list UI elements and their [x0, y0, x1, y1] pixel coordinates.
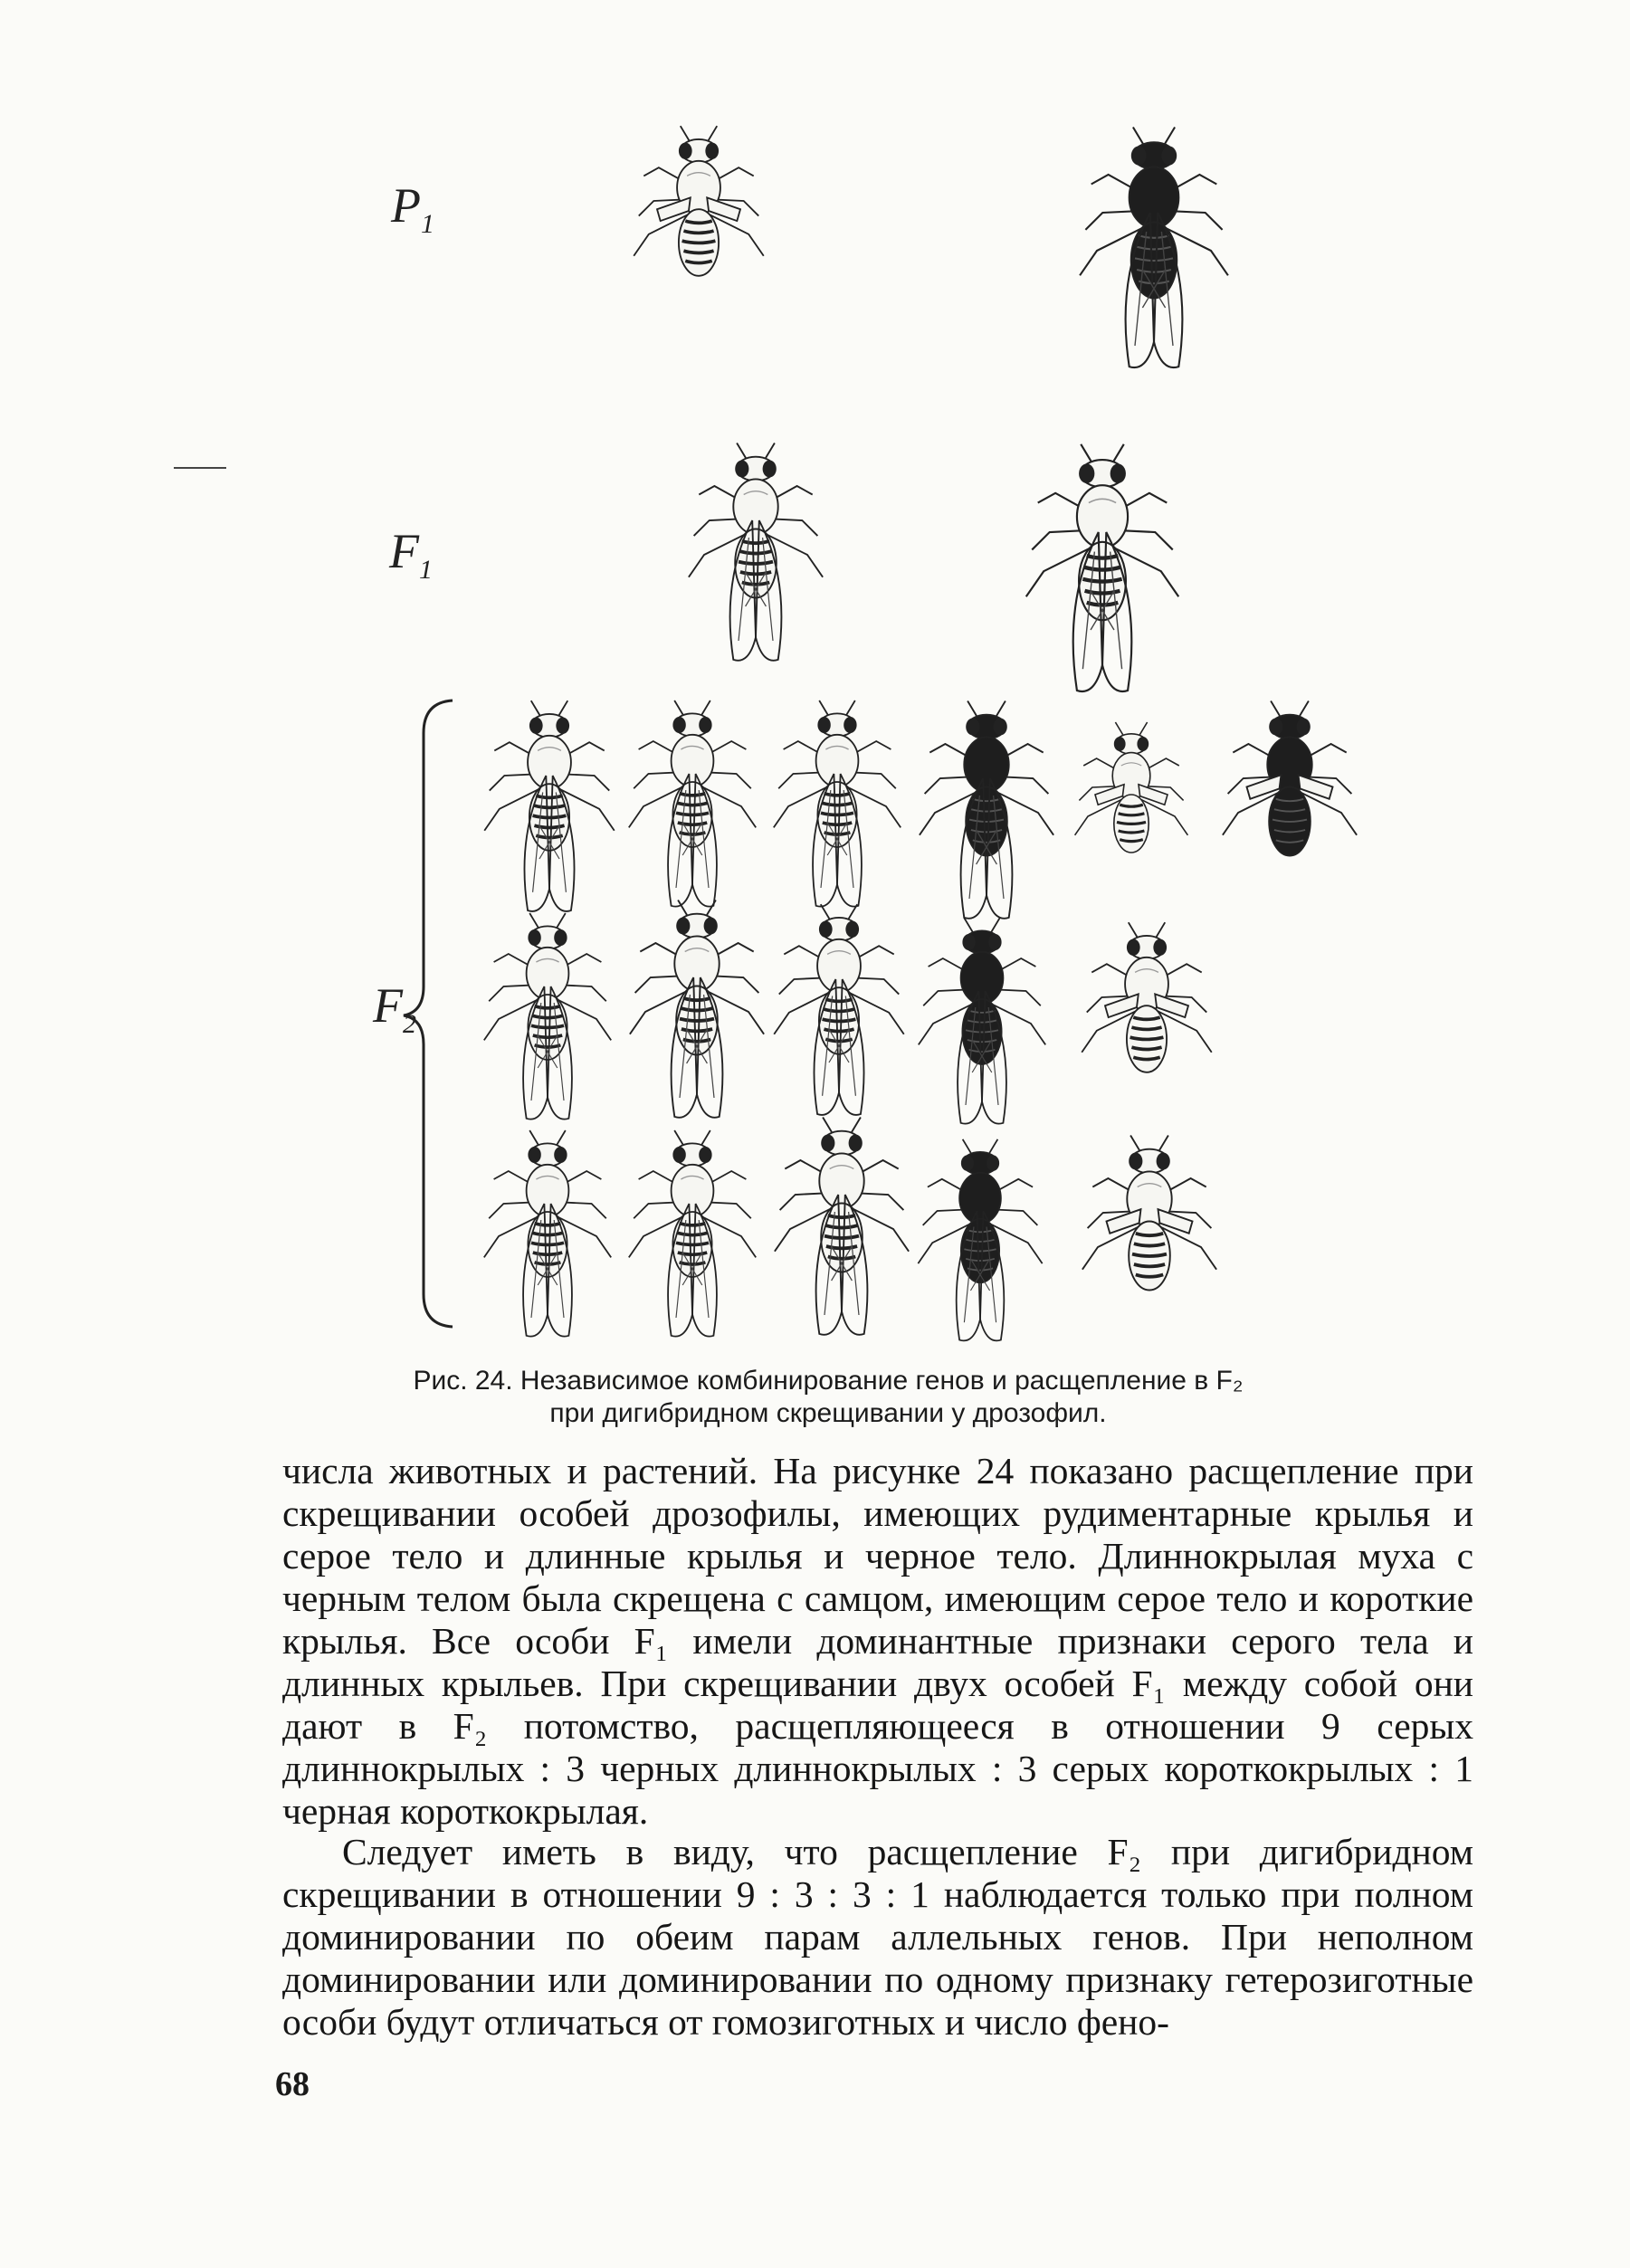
fly-f2-r1-6 [1204, 692, 1376, 899]
drosophila-fly-icon [1059, 715, 1204, 889]
figure-caption [272, 1365, 1385, 1430]
drosophila-fly-icon [615, 118, 782, 318]
label-f1: $F_1$ [389, 524, 433, 585]
drosophila-fly-icon [901, 692, 1072, 933]
label-p1: $P_1$ [391, 178, 434, 239]
drosophila-fly-icon [1063, 1127, 1235, 1333]
drosophila-fly-icon [466, 905, 629, 1133]
fly-p1-gray-vestigial [615, 118, 782, 318]
drosophila-fly-icon [756, 896, 922, 1129]
drosophila-fly-icon [611, 1122, 774, 1350]
stray-mark [174, 467, 226, 469]
fly-f2-r2-4 [901, 910, 1063, 1138]
fly-f2-r3-5 [1063, 1127, 1235, 1333]
fly-f2-r3-4 [901, 1131, 1060, 1354]
drosophila-fly-icon [756, 692, 919, 920]
caption-line-2: при дигибридном скрещивании у дрозофил. [549, 1398, 1107, 1428]
fly-f2-r1-1 [466, 692, 633, 926]
drosophila-fly-icon [466, 1122, 629, 1350]
drosophila-fly-icon [1063, 914, 1230, 1114]
f2-brace [398, 697, 462, 1330]
fly-f2-r2-5 [1063, 914, 1230, 1114]
fly-p1-black-long [1059, 118, 1249, 384]
fly-f2-r3-1 [466, 1122, 629, 1350]
drosophila-fly-icon [1204, 692, 1376, 899]
drosophila-fly-icon [1059, 118, 1249, 384]
drosophila-fly-icon [901, 910, 1063, 1138]
drosophila-fly-icon [901, 1131, 1060, 1354]
label-f2: $F_2$ [373, 978, 416, 1039]
paragraph-2: Следует иметь в виду, что расщепление F₂ при дигибридном скрещивании в отношении 9 : 3 : 3 : 1 наблюдается только при полном доминировании по обеим парам аллельных генов. При неполном доминировании или доминировании по одному признаку гетерозиготные особи будут отличаться от гомозиготных и число фено- [282, 1831, 1473, 2043]
paragraph-1: числа животных и растений. На рисунке 24 показано расщепление при скрещивании особей дрозофилы, имеющих рудиментарные крылья и серое тело и длинные крылья и черное тело. Длиннокрылая муха с черным телом была скрещена с самцом, имеющим серое тело и короткие крылья. Все особи F₁ имели доминантные признаки серого тела и длинных крыльев. При скрещивании двух особей F₁ между собой они дают в F₂ потомство, расщепляющееся в отношении 9 серых длиннокрылых : 3 черных длиннокрылых : 3 серых короткокрылых : 1 черная короткокрылая. [282, 1450, 1473, 1832]
drosophila-fly-icon [670, 434, 842, 675]
fly-f2-r1-4 [901, 692, 1072, 933]
caption-line-1: Рис. 24. Независимое комбинирование генов и расщепление в F₂ [413, 1366, 1244, 1396]
fly-f2-r1-5 [1059, 715, 1204, 889]
fly-f1-1 [670, 434, 842, 675]
fly-f2-r1-2 [611, 692, 774, 920]
drosophila-fly-icon [466, 692, 633, 926]
drosophila-fly-icon [1005, 434, 1200, 708]
page-number: 68 [275, 2065, 310, 2103]
fly-f1-2 [1005, 434, 1200, 708]
fly-f2-r2-3 [756, 896, 922, 1129]
fly-f2-r3-2 [611, 1122, 774, 1350]
fly-f2-r1-3 [756, 692, 919, 920]
fly-f2-r2-1 [466, 905, 629, 1133]
drosophila-fly-icon [611, 692, 774, 920]
